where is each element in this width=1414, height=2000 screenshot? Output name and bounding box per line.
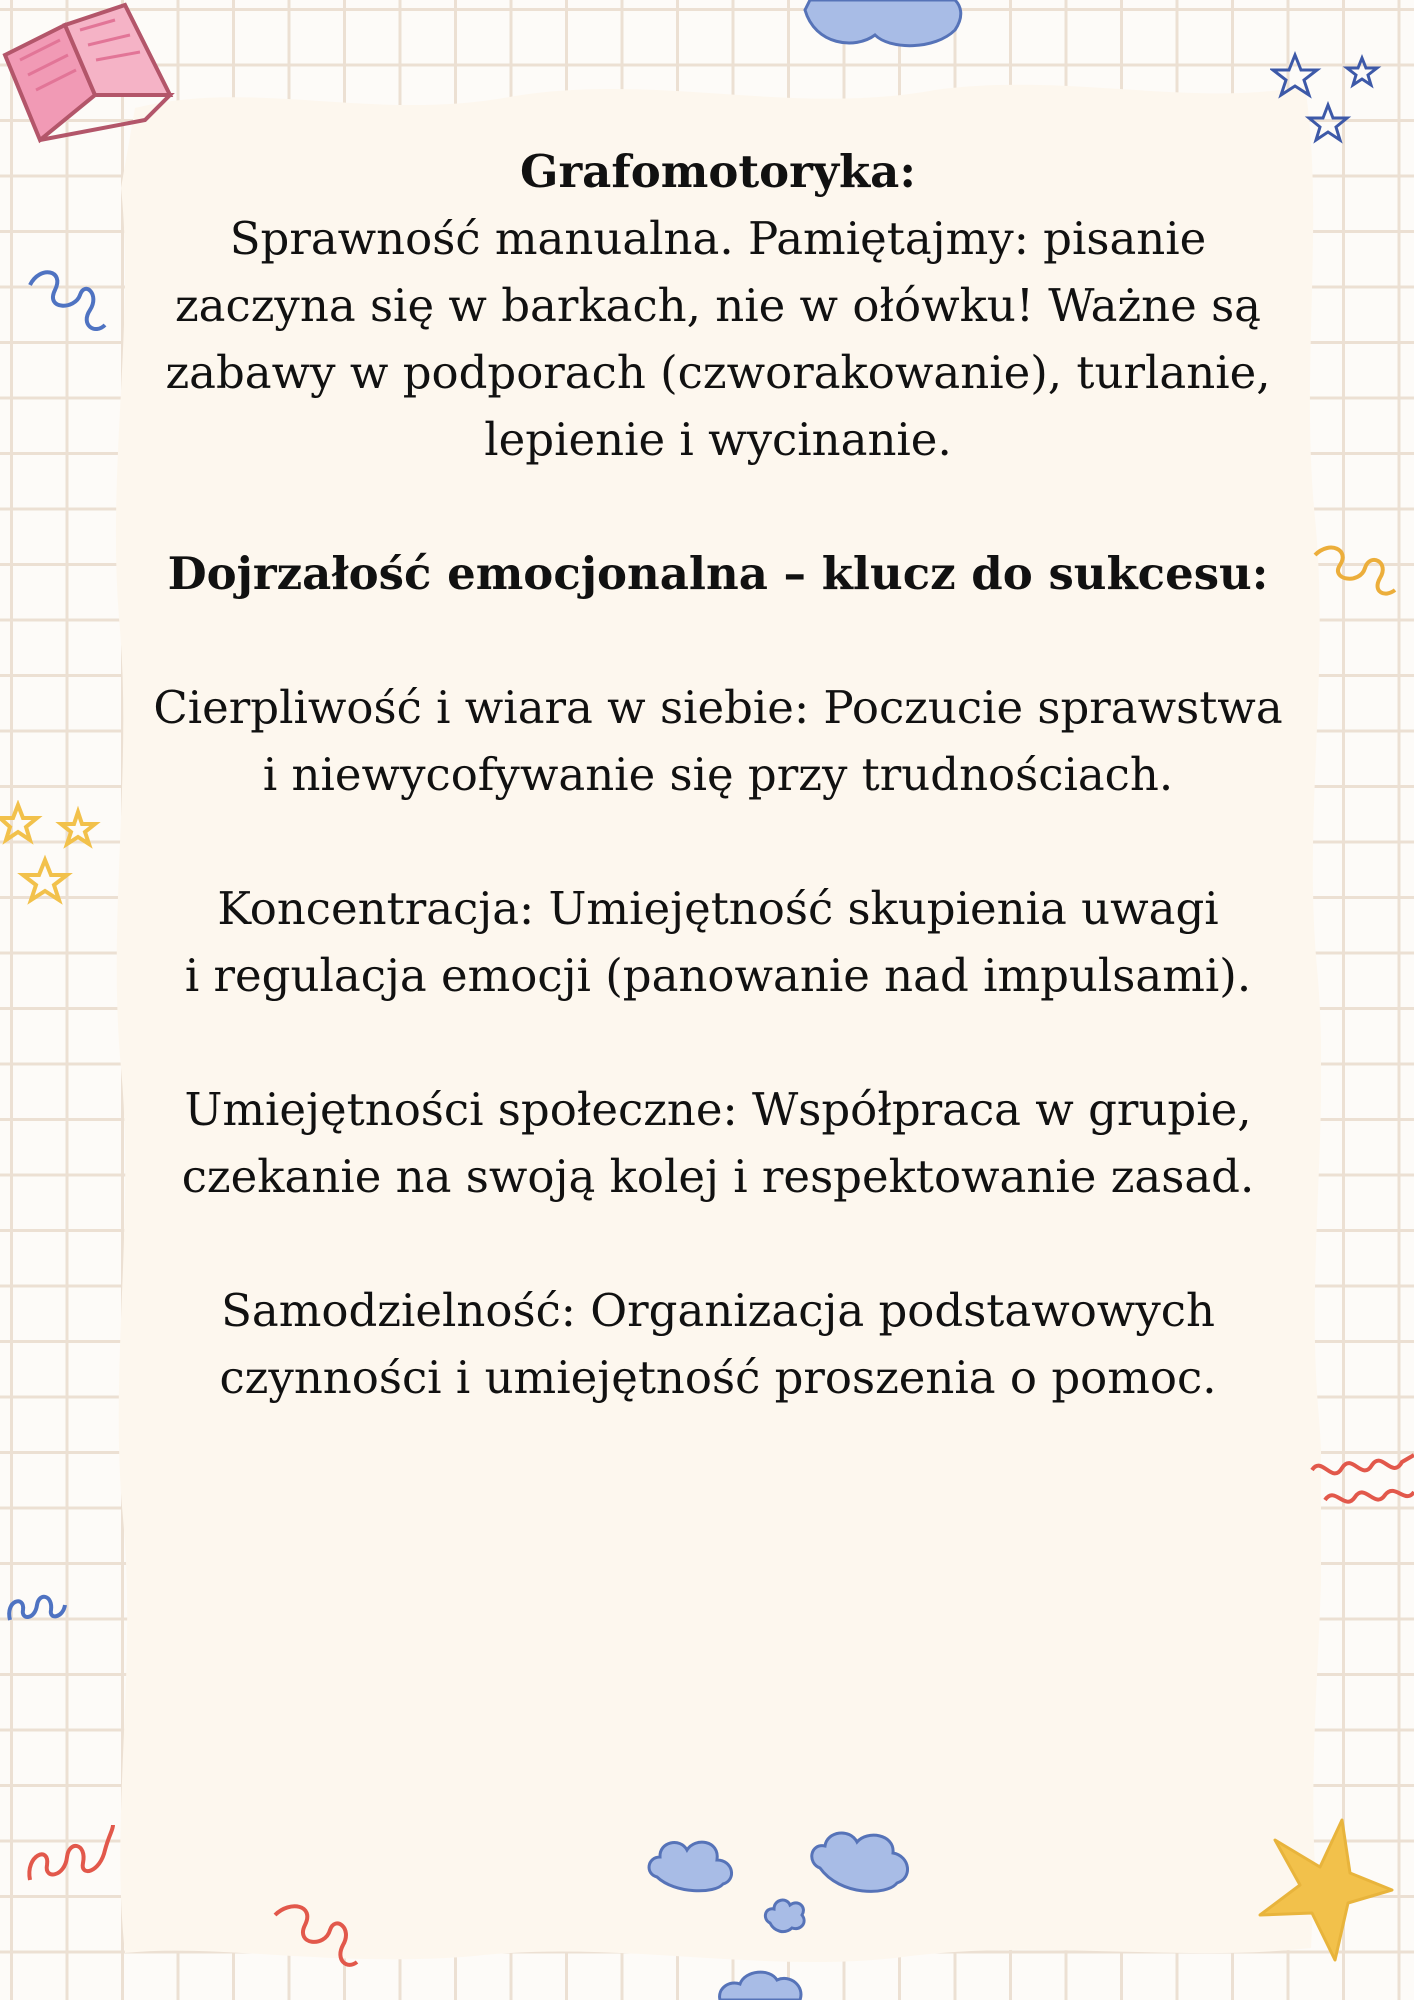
item-cierpliwosc: Cierpliwość i wiara w siebie: Poczucie sprawstwa i niewycofywanie się przy trudnościach. xyxy=(153,681,1283,801)
item-umiejetnosci-spoleczne: Umiejętności społeczne: Współpraca w grupie, czekanie na swoją kolej i respektowanie zasad. xyxy=(181,1083,1255,1203)
swirl-icon xyxy=(25,1815,115,1885)
star-icon xyxy=(1250,1815,1395,1965)
cloud-icon xyxy=(645,1832,740,1897)
wave-icon xyxy=(1310,1440,1414,1515)
cloud-icon xyxy=(805,1828,915,1898)
document-body xyxy=(115,138,1321,1411)
star-icon xyxy=(1270,50,1390,160)
cloud-icon xyxy=(715,1968,805,2000)
open-book-icon xyxy=(0,0,180,160)
swirl-icon xyxy=(25,265,110,340)
grafomotoryka-title: Grafomotoryka: xyxy=(520,145,916,198)
grafomotoryka-section xyxy=(115,138,1321,473)
grafomotoryka-body: Sprawność manualna. Pamiętajmy: pisanie zaczyna się w barkach, nie w ołówku! Ważne są zabawy w podporach (czworakowanie), turlanie, lepienie i wycinanie. xyxy=(165,212,1271,466)
dojrzalosc-heading: Dojrzałość emocjonalna – klucz do sukcesu: xyxy=(167,547,1269,600)
item-samodzielnosc: Samodzielność: Organizacja podstawowych czynności i umiejętność proszenia o pomoc. xyxy=(219,1284,1217,1404)
swirl-icon xyxy=(5,1580,70,1625)
swirl-icon xyxy=(265,1900,360,1975)
cloud-icon xyxy=(762,1895,807,1935)
cloud-icon xyxy=(795,0,965,50)
swirl-icon xyxy=(1310,540,1400,600)
item-koncentracja: Koncentracja: Umiejętność skupienia uwagi i regulacja emocji (panowanie nad impulsami). xyxy=(184,882,1252,1002)
star-icon xyxy=(0,800,105,915)
